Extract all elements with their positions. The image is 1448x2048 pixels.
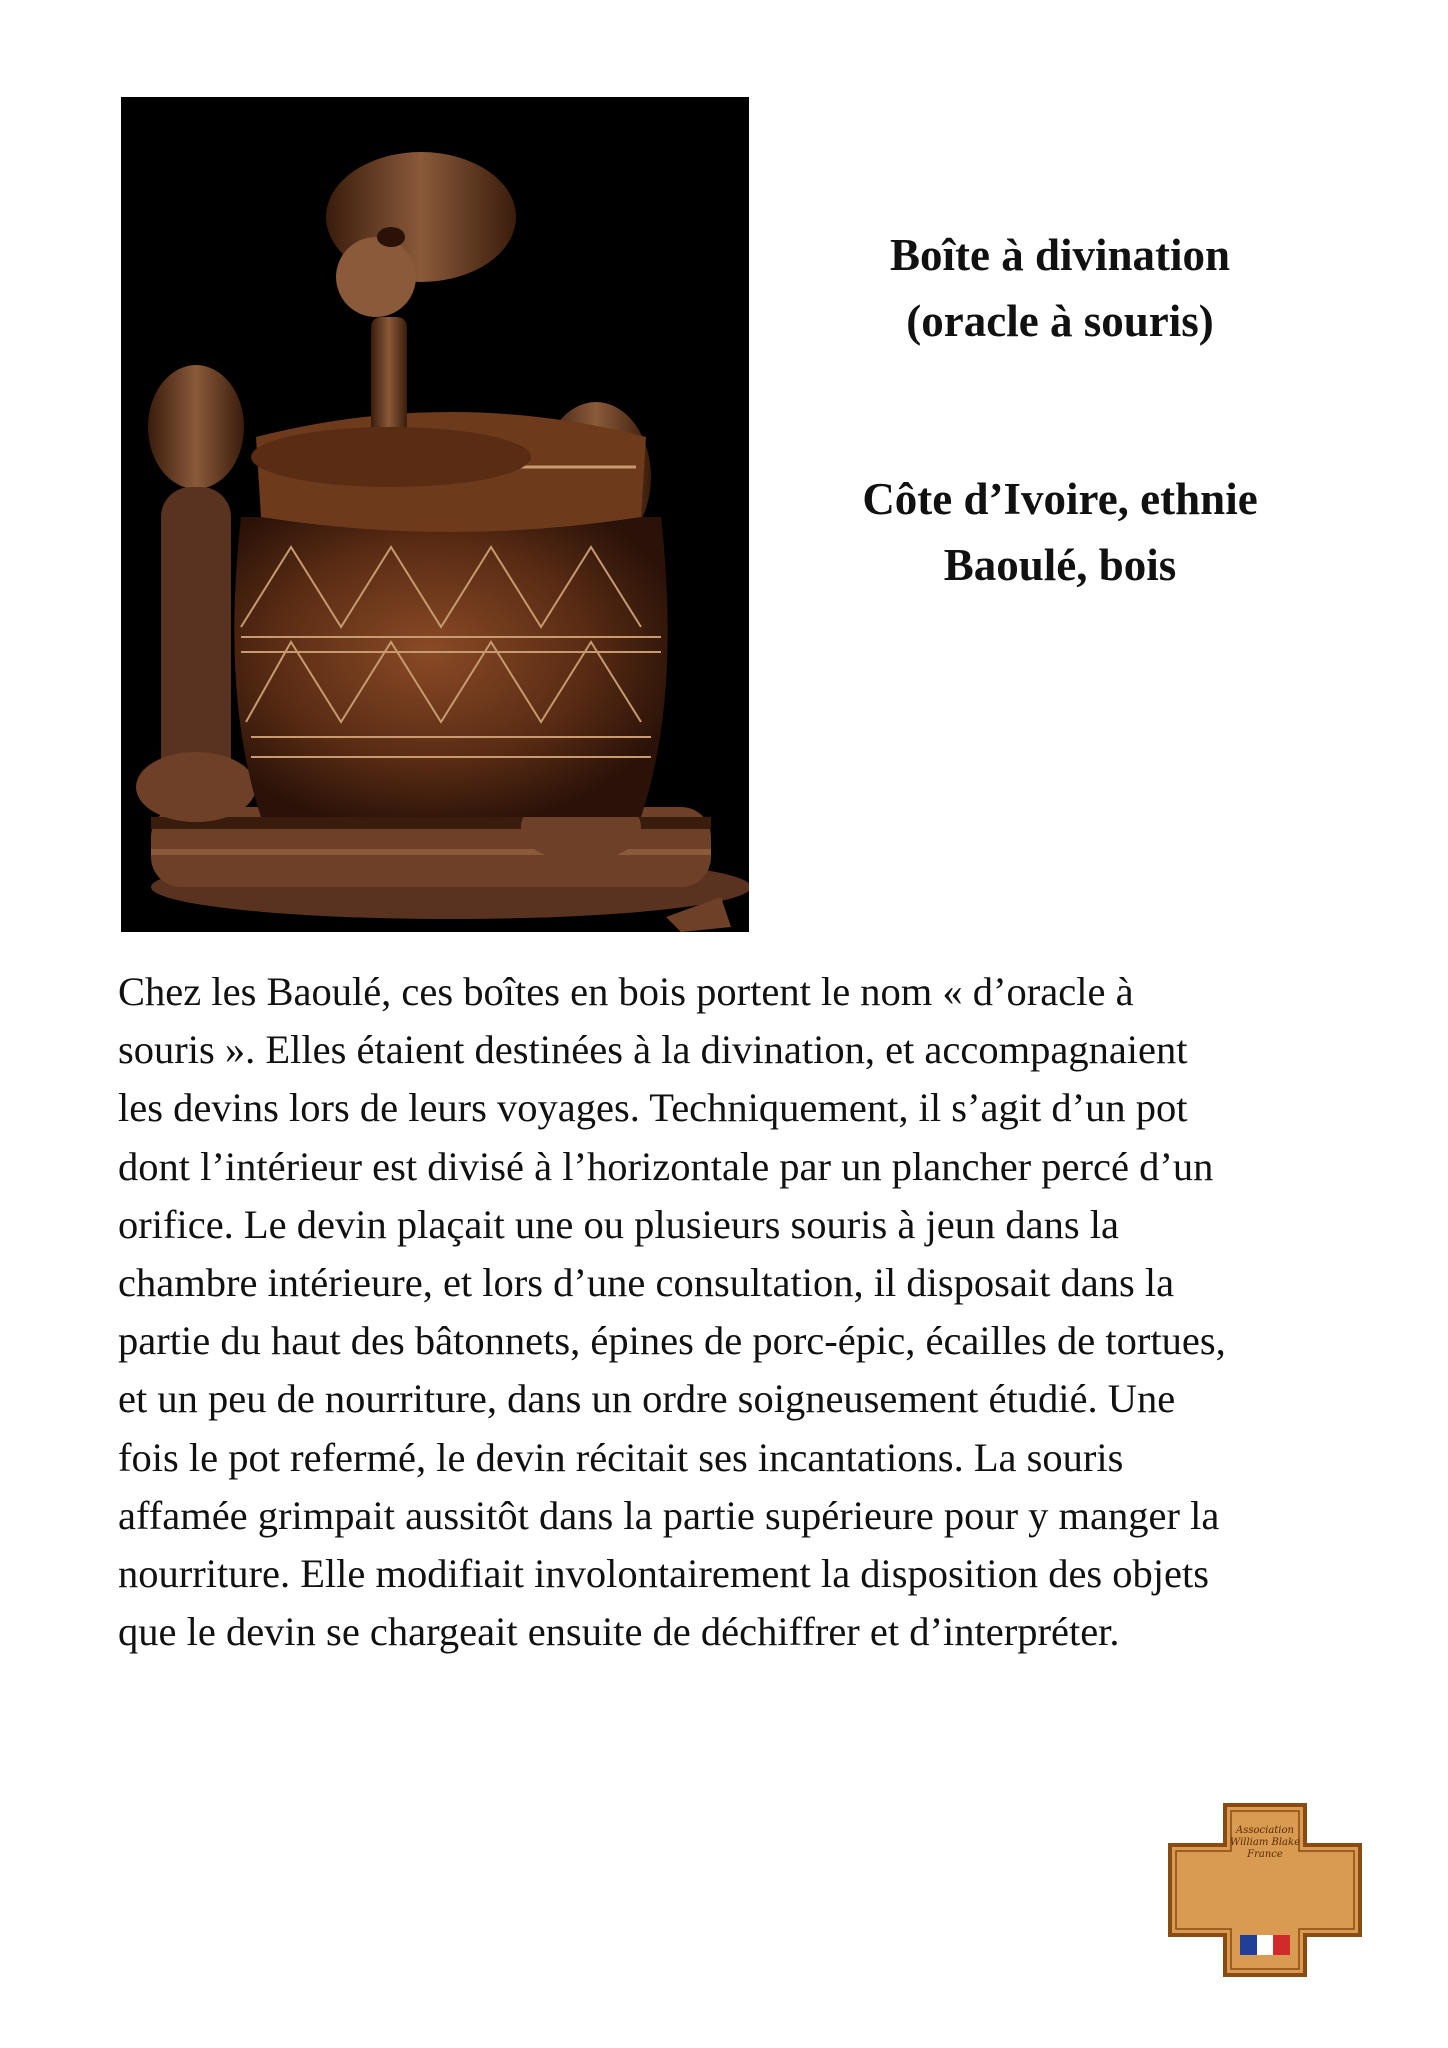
text-line: dont l’intérieur est divisé à l’horizontale par un plancher percé d’un bbox=[118, 1143, 1214, 1189]
text-line: et un peu de nourriture, dans un ordre soigneusement étudié. Une bbox=[118, 1376, 1176, 1422]
text-line: que le devin se chargeait ensuite de déchiffrer et d’interpréter. bbox=[118, 1609, 1120, 1655]
text-line: chambre intérieure, et lors d’une consultation, il disposait dans la bbox=[118, 1260, 1175, 1306]
text-line: orifice. Le devin plaçait une ou plusieurs souris à jeun dans la bbox=[118, 1201, 1119, 1247]
seal-line-1: Association bbox=[1236, 1825, 1294, 1836]
text-line: Chez les Baoulé, ces boîtes en bois portent le nom « d’oracle à bbox=[118, 969, 1134, 1014]
seal-line-3: France bbox=[1247, 1849, 1283, 1860]
text-line: souris ». Elles étaient destinées à la divination, et accompagnaient bbox=[118, 1027, 1188, 1073]
description-paragraph bbox=[118, 963, 1358, 1661]
divination-box-photo bbox=[121, 97, 749, 932]
text-line: nourriture. Elle modifiait involontairement la disposition des objets bbox=[118, 1551, 1210, 1597]
title-line-2: (oracle à souris) bbox=[906, 296, 1214, 346]
origin-line-2: Baoulé, bois bbox=[943, 540, 1177, 590]
origin-line-1: Côte d’Ivoire, ethnie bbox=[862, 474, 1258, 524]
association-seal bbox=[1165, 1800, 1365, 1980]
seal-line-2: William Blake bbox=[1229, 1837, 1300, 1848]
text-line: les devins lors de leurs voyages. Techniquement, il s’agit d’un pot bbox=[118, 1085, 1188, 1131]
text-line: fois le pot refermé, le devin récitait ses incantations. La souris bbox=[118, 1434, 1124, 1480]
caption-block bbox=[800, 222, 1320, 598]
text-line: partie du haut des bâtonnets, épines de porc-épic, écailles de tortues, bbox=[118, 1318, 1226, 1364]
title-line-1: Boîte à divination bbox=[889, 230, 1231, 280]
carved-wooden-divination-box-photo-icon bbox=[121, 97, 749, 932]
text-line: affamée grimpait aussitôt dans la partie supérieure pour y manger la bbox=[118, 1492, 1220, 1538]
